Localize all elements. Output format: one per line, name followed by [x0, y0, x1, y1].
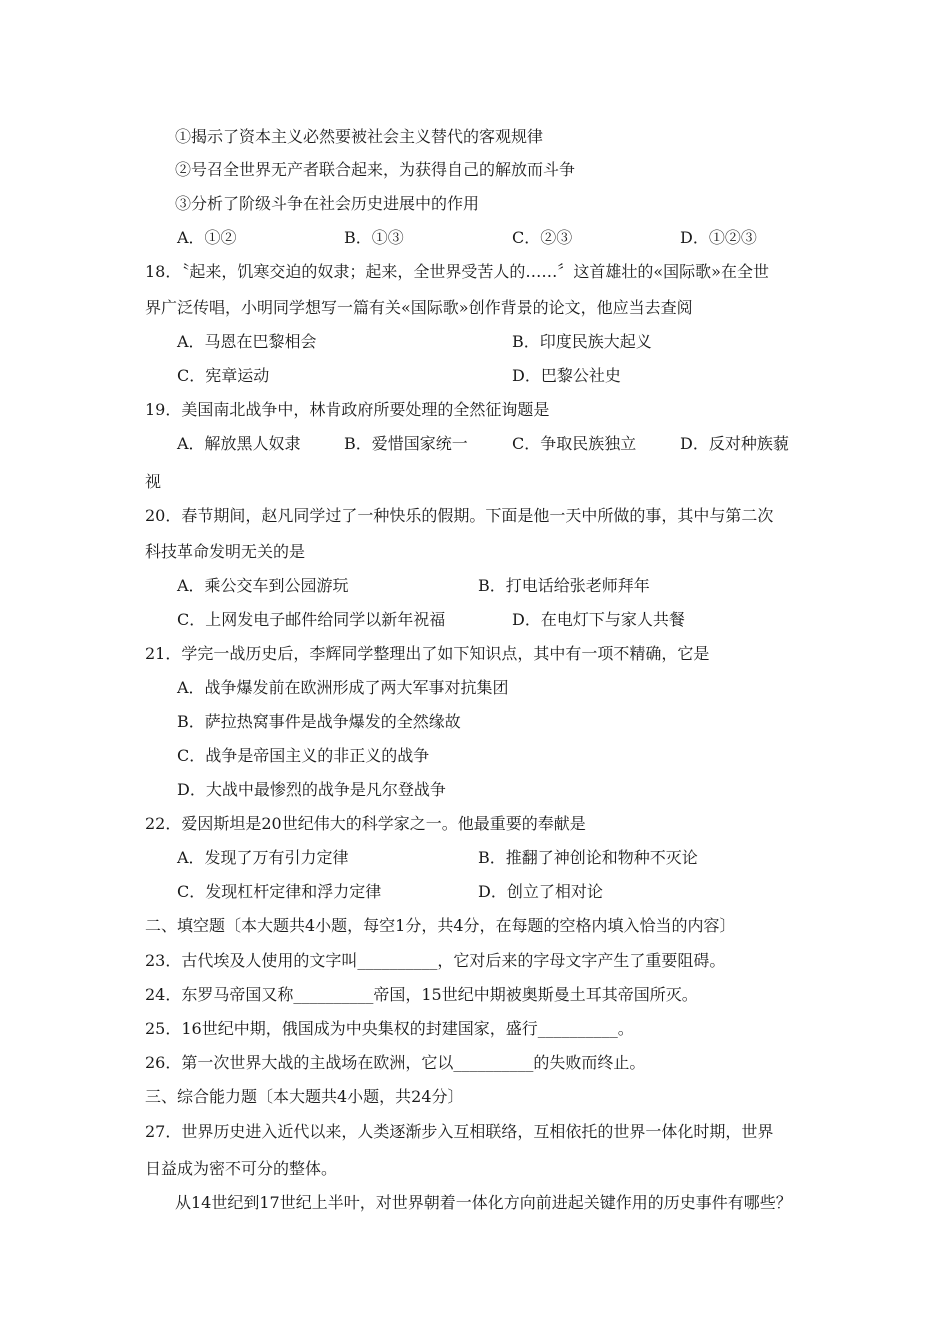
q17-option-a[interactable]: A．①②: [177, 228, 237, 247]
q18-option-a[interactable]: A．马恩在巴黎相会: [177, 332, 317, 351]
q23: 23．古代埃及人使用的文字叫__________，它对后来的字母文字产生了重要阻碍。: [145, 951, 726, 970]
q21-option-a[interactable]: A．战争爆发前在欧洲形成了两大军事对抗集团: [177, 678, 509, 697]
q22-stem: 22．爱因斯坦是20世纪伟大的科学家之一。他最重要的奉献是: [145, 814, 586, 833]
q27-stem-line-2: 日益成为密不可分的整体。: [145, 1159, 338, 1178]
q22-option-b[interactable]: B．推翻了神创论和物种不灭论: [478, 848, 698, 867]
q20-stem-line-2: 科技革命发明无关的是: [145, 542, 306, 561]
q21-option-c[interactable]: C．战争是帝国主义的非正义的战争: [177, 746, 430, 765]
q19-option-d[interactable]: D．反对种族藐: [680, 434, 789, 453]
q22-option-a[interactable]: A．发现了万有引力定律: [177, 848, 349, 867]
q20-stem-line-1: 20．春节期间，赵凡同学过了一种快乐的假期。下面是他一天中所做的事，其中与第二次: [145, 506, 774, 525]
q18-option-d[interactable]: D．巴黎公社史: [512, 366, 621, 385]
q25: 25．16世纪中期，俄国成为中央集权的封建国家，盛行__________。: [145, 1019, 634, 1038]
q27-question: 从14世纪到17世纪上半叶，对世界朝着一体化方向前进起关键作用的历史事件有哪些？: [175, 1193, 792, 1212]
q22-option-c[interactable]: C．发现杠杆定律和浮力定律: [177, 882, 382, 901]
q19-option-d-wrap: 视: [145, 472, 162, 491]
q18-option-b[interactable]: B．印度民族大起义: [512, 332, 652, 351]
section-2-heading: 二、填空题〔本大题共4小题，每空1分，共4分，在每题的空格内填入恰当的内容〕: [145, 916, 736, 935]
q17-option-d[interactable]: D．①②③: [680, 228, 757, 247]
q17-option-c[interactable]: C．②③: [512, 228, 573, 247]
q17-statement-1: ①揭示了资本主义必然要被社会主义替代的客观规律: [175, 127, 544, 146]
q20-option-b[interactable]: B．打电话给张老师拜年: [478, 576, 650, 595]
q20-option-a[interactable]: A．乘公交车到公园游玩: [177, 576, 349, 595]
q27-stem-line-1: 27．世界历史进入近代以来，人类逐渐步入互相联络，互相依托的世界一体化时期，世界: [145, 1122, 774, 1141]
q21-option-d[interactable]: D．大战中最惨烈的战争是凡尔登战争: [177, 780, 446, 799]
q26: 26．第一次世界大战的主战场在欧洲，它以__________的失败而终止。: [145, 1053, 646, 1072]
q20-option-c[interactable]: C．上网发电子邮件给同学以新年祝福: [177, 610, 446, 629]
q21-stem: 21．学完一战历史后，李辉同学整理出了如下知识点，其中有一项不精确，它是: [145, 644, 710, 663]
q17-statement-2: ②号召全世界无产者联合起来，为获得自己的解放而斗争: [175, 160, 576, 179]
q19-option-c[interactable]: C．争取民族独立: [512, 434, 637, 453]
section-3-heading: 三、综合能力题〔本大题共4小题，共24分〕: [145, 1087, 464, 1106]
q22-option-d[interactable]: D．创立了相对论: [478, 882, 603, 901]
q21-option-b[interactable]: B．萨拉热窝事件是战争爆发的全然缘故: [177, 712, 461, 731]
q18-option-c[interactable]: C．宪章运动: [177, 366, 270, 385]
q19-option-a[interactable]: A．解放黑人奴隶: [177, 434, 301, 453]
q18-stem-line-2: 界广泛传唱，小明同学想写一篇有关«国际歌»创作背景的论文，他应当去查阅: [145, 298, 693, 317]
q20-option-d[interactable]: D．在电灯下与家人共餐: [512, 610, 685, 629]
q19-stem: 19．美国南北战争中，林肯政府所要处理的全然征询题是: [145, 400, 550, 419]
q17-option-b[interactable]: B．①③: [344, 228, 404, 247]
q24: 24．东罗马帝国又称__________帝国，15世纪中期被奥斯曼土耳其帝国所灭。: [145, 985, 698, 1004]
q19-option-b[interactable]: B．爱惜国家统一: [344, 434, 468, 453]
q18-stem-line-1: 18．〝起来，饥寒交迫的奴隶；起来，全世界受苦人的……〞这首雄壮的«国际歌»在全世: [145, 262, 769, 281]
q17-statement-3: ③分析了阶级斗争在社会历史进展中的作用: [175, 194, 480, 213]
